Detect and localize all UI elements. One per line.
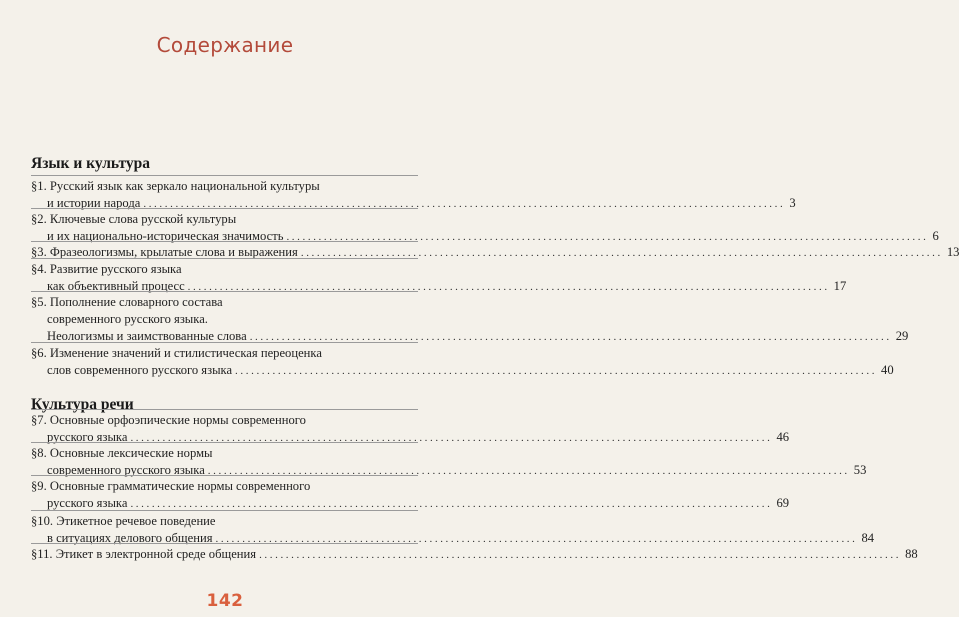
entry-title-text: русского языка <box>47 430 128 444</box>
dot-leader: ........................................................................................................................ <box>207 465 850 477</box>
section-heading: Культура речи <box>31 396 134 413</box>
entry-title-line: §1. Русский язык как зеркало национальной культуры <box>31 179 320 193</box>
dot-leader: ........................................................................................................................ <box>249 331 892 343</box>
entry-divider <box>31 258 418 259</box>
entry-title-text: §3. Фразеологизмы, крылатые слова и выражения <box>31 245 298 259</box>
entry-title-line: §7. Основные орфоэпические нормы современного <box>31 413 306 427</box>
toc-entry[interactable] <box>31 345 894 380</box>
entry-title-text: и их национально-историческая значимость <box>47 229 284 243</box>
entry-title-line: §10. Этикетное речевое поведение <box>31 514 216 528</box>
entry-page-number: 6 <box>932 229 939 243</box>
entry-title-line: §5. Пополнение словарного состава <box>31 295 223 309</box>
entry-title-text: как объективный процесс <box>47 279 185 293</box>
entry-title-line: §6. Изменение значений и стилистическая переоценка <box>31 346 322 360</box>
entry-divider <box>31 510 418 511</box>
entry-title-line: §2. Ключевые слова русской культуры <box>31 212 237 226</box>
entry-divider <box>31 475 418 476</box>
entry-page-number: 53 <box>853 463 867 477</box>
entry-title-line: современного русского языка. <box>47 312 208 326</box>
entry-page-number: 40 <box>881 363 894 377</box>
entry-title-line: §9. Основные грамматические нормы современного <box>31 479 311 493</box>
entry-page-number: 13 <box>946 245 959 259</box>
entry-page-number: 17 <box>833 279 847 293</box>
entry-title-line <box>31 362 894 380</box>
entry-page-number: 46 <box>776 430 790 444</box>
entry-title-line <box>31 546 918 564</box>
entry-title-text: в ситуациях делового общения <box>47 531 213 545</box>
section-heading: Язык и культура <box>31 155 151 172</box>
entry-title-text: современного русского языка <box>47 463 205 477</box>
entry-title-line: §8. Основные лексические нормы <box>31 446 213 460</box>
toc-entry[interactable] <box>31 294 909 346</box>
page-title: Содержание <box>156 33 294 57</box>
entry-title-text: русского языка <box>47 496 128 510</box>
entry-title-line <box>31 244 959 262</box>
dot-leader: ........................................................................................................................ <box>235 365 878 377</box>
entry-divider <box>31 208 418 209</box>
dot-leader: ........................................................................................................................ <box>259 549 902 561</box>
dot-leader: ........................................................................................................................ <box>143 198 786 210</box>
dot-leader: ........................................................................................................................ <box>187 281 830 293</box>
dot-leader: ........................................................................................................................ <box>130 498 773 510</box>
entry-divider <box>31 409 418 410</box>
entry-title-text: и истории народа <box>47 196 141 210</box>
entry-title-text: Неологизмы и заимствованные слова <box>47 329 247 343</box>
dot-leader: ........................................................................................................................ <box>286 231 929 243</box>
dot-leader: ........................................................................................................................ <box>130 432 773 444</box>
entry-title-line <box>31 328 909 346</box>
entry-divider <box>31 543 418 544</box>
page-number: 142 <box>206 591 244 611</box>
entry-divider <box>31 342 418 343</box>
entry-divider <box>31 175 418 176</box>
toc-entry[interactable] <box>31 244 959 262</box>
entry-divider <box>31 291 418 292</box>
entry-title-text: §11. Этикет в электронной среде общения <box>31 547 257 561</box>
dot-leader: ........................................................................................................................ <box>215 533 858 545</box>
entry-divider <box>31 241 418 242</box>
entry-page-number: 84 <box>861 531 875 545</box>
entry-page-number: 3 <box>789 196 796 210</box>
toc-entry[interactable] <box>31 546 918 564</box>
entry-page-number: 88 <box>905 547 918 561</box>
entry-title-line: §4. Развитие русского языка <box>31 262 182 276</box>
entry-page-number: 69 <box>776 496 790 510</box>
entry-divider <box>31 442 418 443</box>
toc-entry[interactable] <box>31 478 790 513</box>
entry-page-number: 29 <box>895 329 909 343</box>
entry-title-text: слов современного русского языка <box>47 363 233 377</box>
dot-leader: ........................................................................................................................ <box>300 247 943 259</box>
